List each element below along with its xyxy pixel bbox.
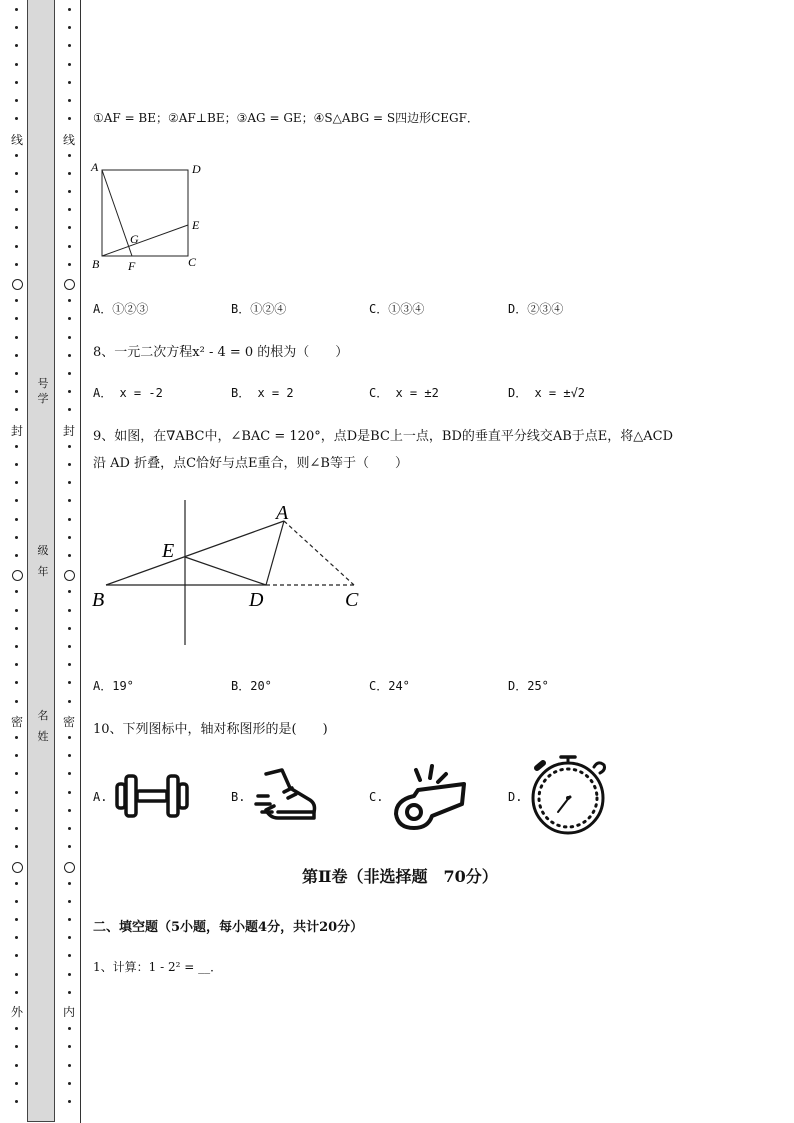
segment-ac — [284, 521, 354, 585]
binding-dot — [68, 645, 71, 648]
binding-dot — [15, 172, 18, 175]
binding-dot — [68, 390, 71, 393]
binding-dot — [68, 609, 71, 612]
binding-dot — [15, 1045, 18, 1048]
binding-dot — [15, 81, 18, 84]
binding-dot — [15, 336, 18, 339]
binding-dot — [68, 1045, 71, 1048]
binding-dot — [68, 809, 71, 812]
binding-dot — [68, 736, 71, 739]
gutter-divider — [80, 0, 81, 1123]
binding-dot — [15, 936, 18, 939]
binding-dot — [68, 536, 71, 539]
right-seal-char-3: 密 — [62, 715, 75, 729]
label-b: B — [92, 589, 105, 611]
binding-dot — [15, 700, 18, 703]
binding-dot — [15, 499, 18, 502]
binding-dot — [15, 1027, 18, 1030]
binding-dot — [68, 700, 71, 703]
binding-dot — [15, 645, 18, 648]
binding-dot — [15, 390, 18, 393]
binding-dot — [15, 445, 18, 448]
binding-dot — [15, 518, 18, 521]
fill-in-question-1: 1、计算：1 - 2² = __． — [93, 960, 223, 974]
binding-dot — [68, 681, 71, 684]
label-d: D — [192, 162, 201, 176]
q8-option-d[interactable]: D． x = ±√2 — [508, 386, 586, 400]
binding-dot — [68, 973, 71, 976]
label-d: D — [249, 589, 264, 611]
binding-dot — [15, 754, 18, 757]
q7-square-figure — [88, 158, 218, 278]
right-circle-mark-2 — [64, 570, 75, 581]
q8-option-b[interactable]: B． x = 2 — [231, 386, 294, 400]
q7-option-c[interactable]: C．①③④ — [369, 302, 425, 316]
section-2-title: 第Ⅱ卷（非选择题 70分） — [302, 867, 498, 886]
label-c: C — [345, 589, 359, 611]
binding-dot — [68, 918, 71, 921]
left-seal-char-4: 外 — [10, 1005, 23, 1019]
q9-option-a[interactable]: A．19° — [93, 679, 134, 693]
binding-dot — [15, 663, 18, 666]
binding-dot — [15, 354, 18, 357]
binding-dot — [15, 44, 18, 47]
binding-dot — [68, 954, 71, 957]
binding-dot — [15, 1064, 18, 1067]
segment-ad — [266, 521, 284, 585]
binding-dot — [68, 827, 71, 830]
binding-dot — [15, 991, 18, 994]
binding-dot — [15, 536, 18, 539]
left-dot-column — [13, 0, 21, 1123]
binding-dot — [15, 845, 18, 848]
q8-stem: 8、一元二次方程x² - 4 = 0 的根为（ ） — [93, 345, 349, 360]
binding-dot — [68, 445, 71, 448]
binding-dot — [68, 208, 71, 211]
binding-dot — [15, 954, 18, 957]
right-seal-char-1: 线 — [62, 133, 75, 147]
binding-dot — [15, 791, 18, 794]
binding-dot — [68, 772, 71, 775]
whistle-icon — [390, 760, 470, 830]
binding-dot — [68, 481, 71, 484]
binding-dot — [68, 336, 71, 339]
binding-dot — [68, 408, 71, 411]
label-a: A — [91, 160, 99, 174]
binding-dot — [15, 408, 18, 411]
segment-af — [102, 170, 132, 256]
binding-dot — [68, 499, 71, 502]
binding-dot — [68, 190, 71, 193]
binding-dot — [15, 1082, 18, 1085]
binding-dot — [15, 918, 18, 921]
square-abcd — [102, 170, 188, 256]
binding-dot — [68, 26, 71, 29]
binding-dot — [68, 663, 71, 666]
binding-dot — [68, 518, 71, 521]
binding-dot — [15, 627, 18, 630]
left-seal-char-1: 线 — [10, 133, 23, 147]
binding-dot — [68, 463, 71, 466]
binding-dot — [15, 554, 18, 557]
left-circle-mark-2 — [12, 570, 23, 581]
stopwatch-icon — [528, 752, 612, 836]
binding-dot — [15, 590, 18, 593]
binding-dot — [68, 900, 71, 903]
binding-dot — [68, 754, 71, 757]
binding-dot — [68, 154, 71, 157]
binding-dot — [68, 791, 71, 794]
binding-dot — [15, 481, 18, 484]
left-seal-char-2: 封 — [10, 424, 23, 438]
name-label: 名 姓 — [37, 709, 49, 743]
binding-dot — [15, 226, 18, 229]
binding-dot — [68, 991, 71, 994]
binding-dot — [15, 208, 18, 211]
label-e: E — [162, 540, 175, 562]
binding-dot — [15, 973, 18, 976]
right-seal-char-4: 内 — [62, 1005, 75, 1019]
binding-dot — [68, 1027, 71, 1030]
binding-gutter — [0, 0, 82, 1123]
q9-option-b[interactable]: B．20° — [231, 679, 272, 693]
binding-dot — [15, 154, 18, 157]
label-a: A — [276, 502, 289, 524]
binding-dot — [15, 809, 18, 812]
binding-dot — [15, 245, 18, 248]
student-id-label: 号 学 — [37, 377, 49, 405]
binding-dot — [15, 372, 18, 375]
binding-dot — [68, 63, 71, 66]
label-g: G — [130, 232, 139, 246]
binding-dot — [68, 263, 71, 266]
q9-option-d[interactable]: D．25° — [508, 679, 549, 693]
binding-dot — [15, 463, 18, 466]
q9-stem-line-2: 沿 AD 折叠，点C恰好与点E重合，则∠B等于（ ） — [93, 456, 408, 471]
q10-option-b[interactable]: B. — [231, 790, 246, 804]
q9-stem-line-1: 9、如图，在∇ABC中，∠BAC = 120°，点D是BC上一点，BD的垂直平分线交AB于点E，将△ACD — [93, 429, 674, 444]
binding-dot — [15, 8, 18, 11]
binding-dot — [68, 372, 71, 375]
binding-dot — [68, 317, 71, 320]
binding-dot — [15, 609, 18, 612]
label-c: C — [188, 255, 197, 269]
binding-dot — [68, 627, 71, 630]
binding-dot — [68, 44, 71, 47]
binding-dot — [15, 299, 18, 302]
right-circle-mark-3 — [64, 862, 75, 873]
right-dot-column — [66, 0, 74, 1123]
label-f: F — [128, 259, 136, 273]
q10-stem: 10、下列图标中，轴对称图形的是( ) — [93, 722, 328, 737]
dumbbell-icon — [114, 772, 190, 820]
binding-dot — [15, 117, 18, 120]
left-seal-char-3: 密 — [10, 715, 23, 729]
binding-dot — [68, 226, 71, 229]
binding-dot — [68, 99, 71, 102]
binding-dot — [68, 245, 71, 248]
binding-dot — [15, 263, 18, 266]
q7-option-a[interactable]: A．①②③ — [93, 302, 149, 316]
q10-option-c[interactable]: C. — [369, 790, 384, 804]
binding-dot — [15, 190, 18, 193]
binding-dot — [15, 317, 18, 320]
fill-in-section-header: 二、填空题（5小题，每小题4分，共计20分） — [93, 920, 364, 935]
binding-dot — [15, 63, 18, 66]
binding-dot — [68, 172, 71, 175]
binding-dot — [15, 827, 18, 830]
binding-dot — [15, 772, 18, 775]
binding-dot — [15, 26, 18, 29]
binding-dot — [68, 590, 71, 593]
left-circle-mark-3 — [12, 862, 23, 873]
q8-option-c[interactable]: C． x = ±2 — [369, 386, 439, 400]
q10-option-d[interactable]: D. — [508, 790, 523, 804]
segment-ba — [106, 521, 284, 585]
q8-option-a[interactable]: A． x = -2 — [93, 386, 163, 400]
binding-dot — [68, 117, 71, 120]
grade-label: 级 年 — [37, 544, 49, 578]
q10-option-a[interactable]: A. — [93, 790, 108, 804]
binding-dot — [68, 882, 71, 885]
binding-dot — [15, 882, 18, 885]
binding-dot — [68, 1082, 71, 1085]
binding-dot — [68, 299, 71, 302]
binding-dot — [15, 681, 18, 684]
binding-dot — [15, 900, 18, 903]
binding-dot — [68, 845, 71, 848]
segment-be — [102, 225, 188, 256]
segment-ed — [185, 557, 266, 585]
q9-triangle-figure — [88, 495, 378, 650]
binding-dot — [68, 1064, 71, 1067]
label-b: B — [92, 257, 100, 271]
binding-dot — [15, 99, 18, 102]
binding-dot — [68, 354, 71, 357]
binding-dot — [68, 936, 71, 939]
right-circle-mark-1 — [64, 279, 75, 290]
label-e: E — [192, 218, 200, 232]
binding-dot — [15, 1100, 18, 1103]
right-seal-char-2: 封 — [62, 424, 75, 438]
binding-dot — [15, 736, 18, 739]
q9-option-c[interactable]: C．24° — [369, 679, 410, 693]
q7-option-d[interactable]: D．②③④ — [508, 302, 564, 316]
binding-dot — [68, 81, 71, 84]
q7-option-b[interactable]: B．①②④ — [231, 302, 287, 316]
binding-dot — [68, 1100, 71, 1103]
q7-statements: ①AF = BE；②AF⊥BE；③AG = GE；④S△ABG = S四边形CEGF． — [93, 111, 479, 125]
binding-dot — [68, 8, 71, 11]
left-circle-mark-1 — [12, 279, 23, 290]
sneaker-icon — [254, 766, 322, 826]
binding-dot — [68, 554, 71, 557]
